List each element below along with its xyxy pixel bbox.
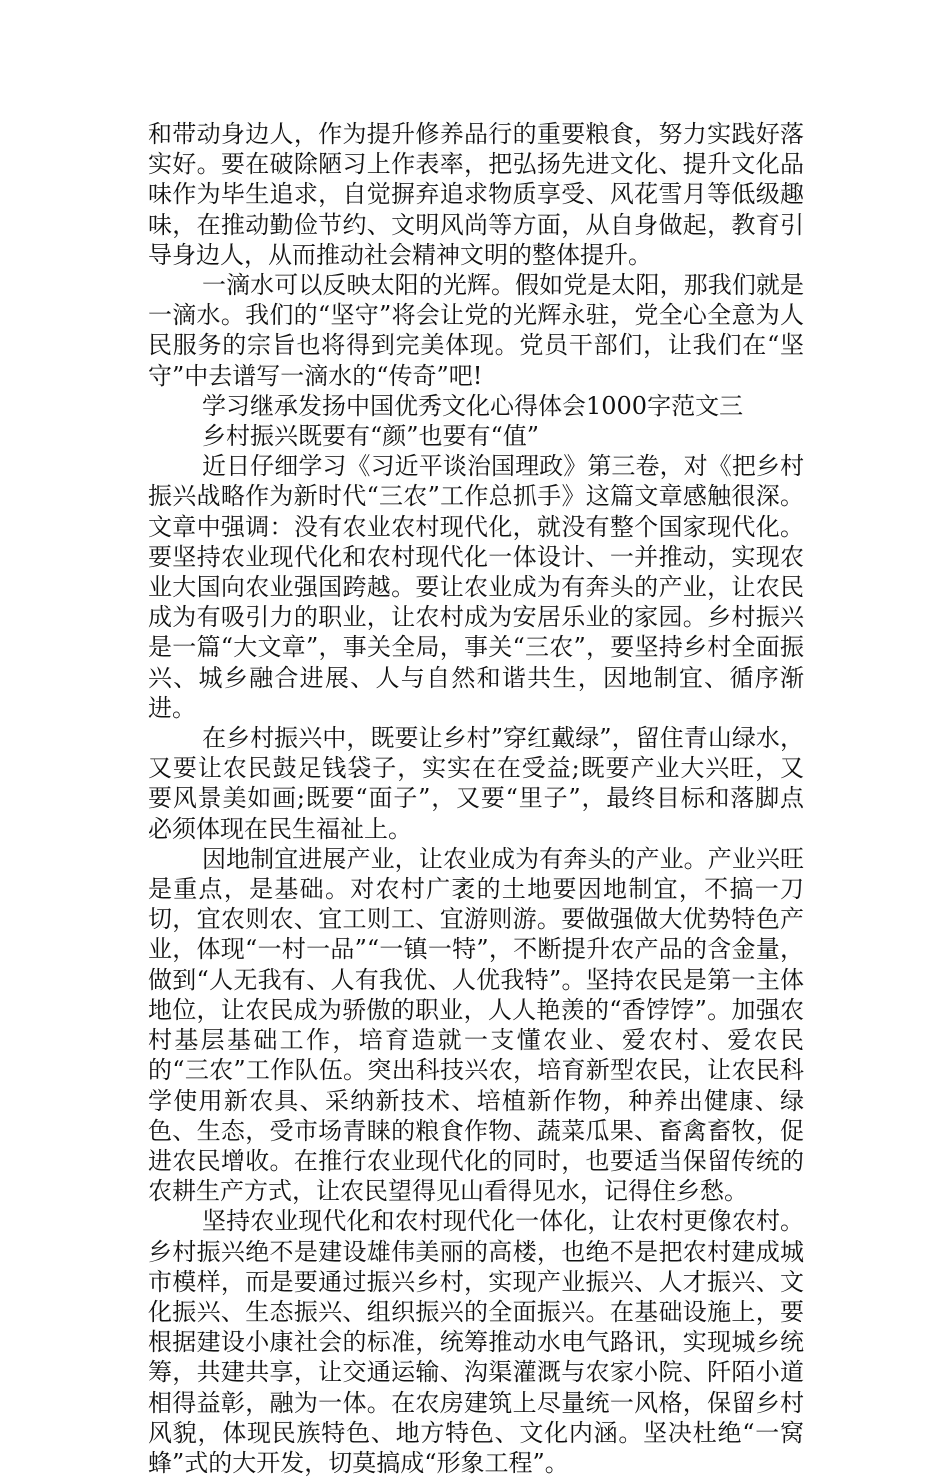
paragraph-continuation: 和带动身边人，作为提升修养品行的重要粮食，努力实践好落实好。要在破除陋习上作表率，把弘扬先进文化、提升文化品味作为毕生追求，自觉摒弃追求物质享受、风花雪月等低级趣味，在推动勤俭节约、文明风尚等方面，从自身做起，教育引导身边人，从而推动社会精神文明的整体提升。 <box>148 120 804 269</box>
document-body <box>148 119 804 1478</box>
paragraph-drop-of-water: 一滴水可以反映太阳的光辉。假如党是太阳，那我们就是一滴水。我们的“坚守”将会让党的光辉永驻，党全心全意为人民服务的宗旨也将得到完美体现。党员干部们，让我们在“坚守”中去谱写一滴水的“传奇”吧! <box>148 271 804 390</box>
paragraph-modernization: 坚持农业现代化和农村现代化一体化，让农村更像农村。乡村振兴绝不是建设雄伟美丽的高楼，也绝不是把农村建成城市模样，而是要通过振兴乡村，实现产业振兴、人才振兴、文化振兴、生态振兴、组织振兴的全面振兴。在基础设施上，要根据建设小康社会的标准，统筹推动水电气路讯，实现城乡统筹，共建共享，让交通运输、沟渠灌溉与农家小院、阡陌小道相得益彰，融为一体。在农房建筑上尽量统一风格，保留乡村风貌，体现民族特色、地方特色、文化内涵。坚决杜绝“一窝蜂”式的大开发，切莫搞成“形象工程”。 <box>148 1207 804 1477</box>
paragraph-green-village: 在乡村振兴中，既要让乡村”穿红戴绿”，留住青山绿水，又要让农民鼓足钱袋子，实实在在受益;既要产业大兴旺，又要风景美如画;既要“面子”，又要“里子”，最终目标和落脚点必须体现在民生福祉上。 <box>148 724 804 843</box>
paragraph-intro: 近日仔细学习《习近平谈治国理政》第三卷，对《把乡村振兴战略作为新时代“三农”工作总抓手》这篇文章感触很深。文章中强调：没有农业农村现代化，就没有整个国家现代化。要坚持农业现代化和农村现代化一体设计、一并推动，实现农业大国向农业强国跨越。要让农业成为有奔头的产业，让农民成为有吸引力的职业，让农村成为安居乐业的家园。乡村振兴是一篇“大文章”，事关全局，事关“三农”，要坚持乡村全面振兴、城乡融合进展、人与自然和谐共生，因地制宜、循序渐进。 <box>148 452 804 722</box>
essay-subtitle: 乡村振兴既要有“颜”也要有“值” <box>202 422 540 451</box>
essay-title: 学习继承发扬中国优秀文化心得体会1000字范文三 <box>202 391 744 420</box>
paragraph-industry: 因地制宜进展产业，让农业成为有奔头的产业。产业兴旺是重点，是基础。对农村广袤的土地要因地制宜，不搞一刀切，宜农则农、宜工则工、宜游则游。要做强做大优势特色产业，体现“一村一品”“一镇一特”，不断提升农产品的含金量，做到“人无我有、人有我优、人优我特”。坚持农民是第一主体地位，让农民成为骄傲的职业，人人艳羡的“香饽饽”。加强农村基层基础工作，培育造就一支懂农业、爱农村、爱农民的“三农”工作队伍。突出科技兴农，培育新型农民，让农民科学使用新农具、采纳新技术、培植新作物，种养出健康、绿色、生态，受市场青睐的粮食作物、蔬菜瓜果、畜禽畜牧，促进农民增收。在推行农业现代化的同时，也要适当保留传统的农耕生产方式，让农民望得见山看得见水，记得住乡愁。 <box>148 844 804 1206</box>
